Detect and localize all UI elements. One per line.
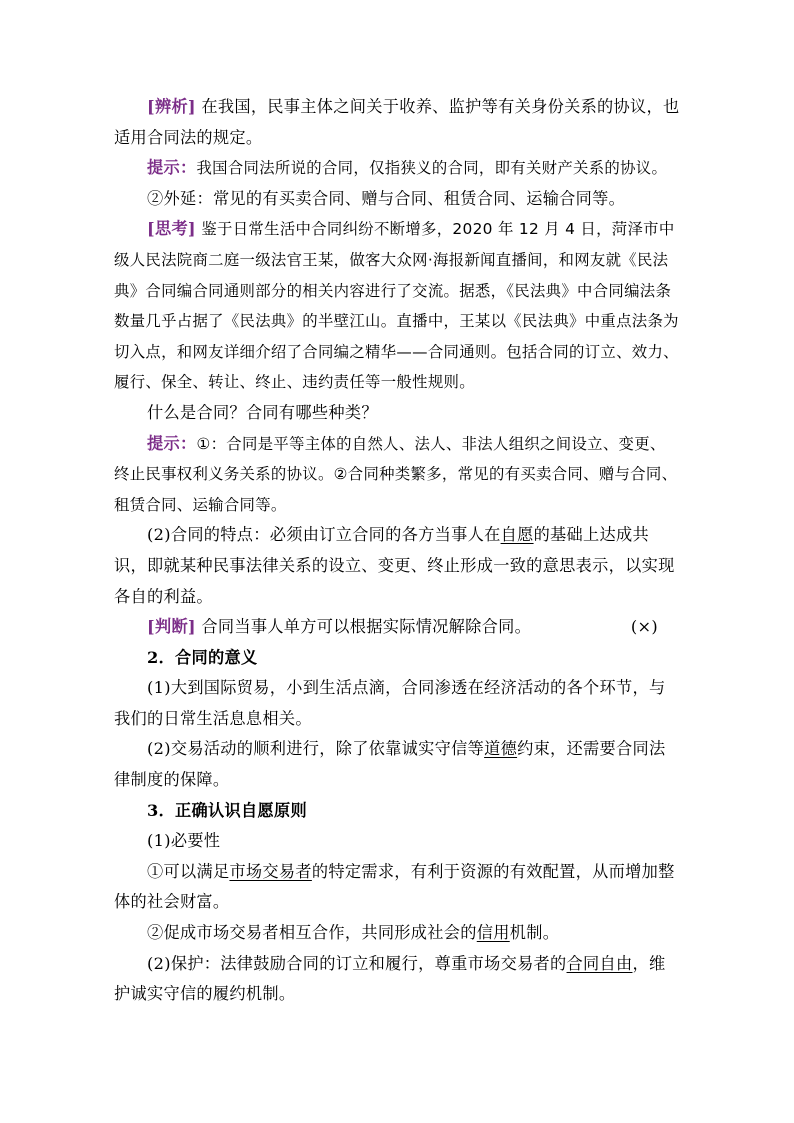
- analysis-paragraph: [114, 92, 680, 153]
- necessity-heading: (1)必要性: [147, 831, 221, 851]
- judgment-text: 合同当事人单方可以根据实际情况解除合同。: [201, 617, 532, 637]
- contract-features-paragraph: (2)合同的特点：必须由订立合同的各方当事人在自愿的基础上达成共识，即就某种民事法律关系的设立、变更、终止形成一致的意思表示，以实现各自的利益。: [114, 525, 675, 606]
- underlined-term: 信用: [476, 923, 510, 943]
- section-heading-2: 2．合同的意义: [147, 647, 258, 667]
- judgment-paragraph: [114, 612, 680, 643]
- thinking-paragraph: [114, 214, 680, 398]
- hint-tag: 提示：: [147, 158, 197, 178]
- hint-paragraph: [114, 153, 680, 184]
- necessity-point-1: ①可以满足市场交易者的特定需求，有利于资源的有效配置，从而增加整体的社会财富。: [114, 861, 675, 912]
- answer-hint-text: ①：合同是平等主体的自然人、法人、非法人组织之间设立、变更、终止民事权利义务关系的协议。②合同种类繁多，常见的有买卖合同、赠与合同、租赁合同、运输合同等。: [114, 434, 678, 514]
- thinking-tag: [思考]: [147, 219, 196, 239]
- meaning-paragraph-2: (2)交易活动的顺利进行，除了依靠诚实守信等道德约束，还需要合同法律制度的保障。: [114, 739, 666, 790]
- analysis-text: 在我国，民事主体之间关于收养、监护等有关身份关系的协议，也适用合同法的规定。: [114, 97, 680, 147]
- answer-hint-tag: 提示：: [147, 433, 197, 453]
- protection-paragraph: (2)保护：法律鼓励合同的订立和履行，尊重市场交易者的合同自由，维护诚实守信的履约机制。: [114, 953, 666, 1004]
- section-heading-3: 3．正确认识自愿原则: [147, 800, 307, 820]
- underlined-term: 合同自由: [566, 953, 633, 973]
- judgment-mark: (×): [630, 617, 658, 637]
- underlined-term: 道德: [484, 739, 518, 759]
- extension-paragraph: ②外延：常见的有买卖合同、赠与合同、租赁合同、运输合同等。: [147, 188, 626, 208]
- hint-text: 我国合同法所说的合同，仅指狭义的合同，即有关财产关系的协议。: [196, 159, 668, 178]
- document-body: [114, 92, 680, 1010]
- meaning-paragraph-1: (1)大到国际贸易，小到生活点滴，合同渗透在经济活动的各个环节，与我们的日常生活息息相关。: [114, 678, 666, 728]
- judgment-tag: [判断]: [147, 617, 196, 637]
- necessity-point-2: ②促成市场交易者相互合作，共同形成社会的信用机制。: [147, 923, 560, 943]
- underlined-term: 自愿: [500, 525, 534, 545]
- underlined-term: 市场交易者: [229, 861, 312, 881]
- answer-hint-paragraph: [114, 429, 680, 521]
- thinking-text: 鉴于日常生活中合同纠纷不断增多，2020 年 12 月 4 日，菏泽市中级人民法院商二庭一级法官王某，做客大众网·海报新闻直播间，和网友就《民法典》合同编合同通则部分的相关内容进行了交流。据悉，《民法典》中合同编法条数量几乎占据了《民法典》的半壁江山。直播中，王某以《民法典》中重点法条为切入点，和网友详细介绍了合同编之精华——合同通则。包括合同的订立、效力、履行、保全、转让、终止、违约责任等一般性规则。: [114, 220, 679, 392]
- question-paragraph: 什么是合同？合同有哪些种类？: [147, 402, 378, 422]
- analysis-tag: [辨析]: [147, 97, 196, 116]
